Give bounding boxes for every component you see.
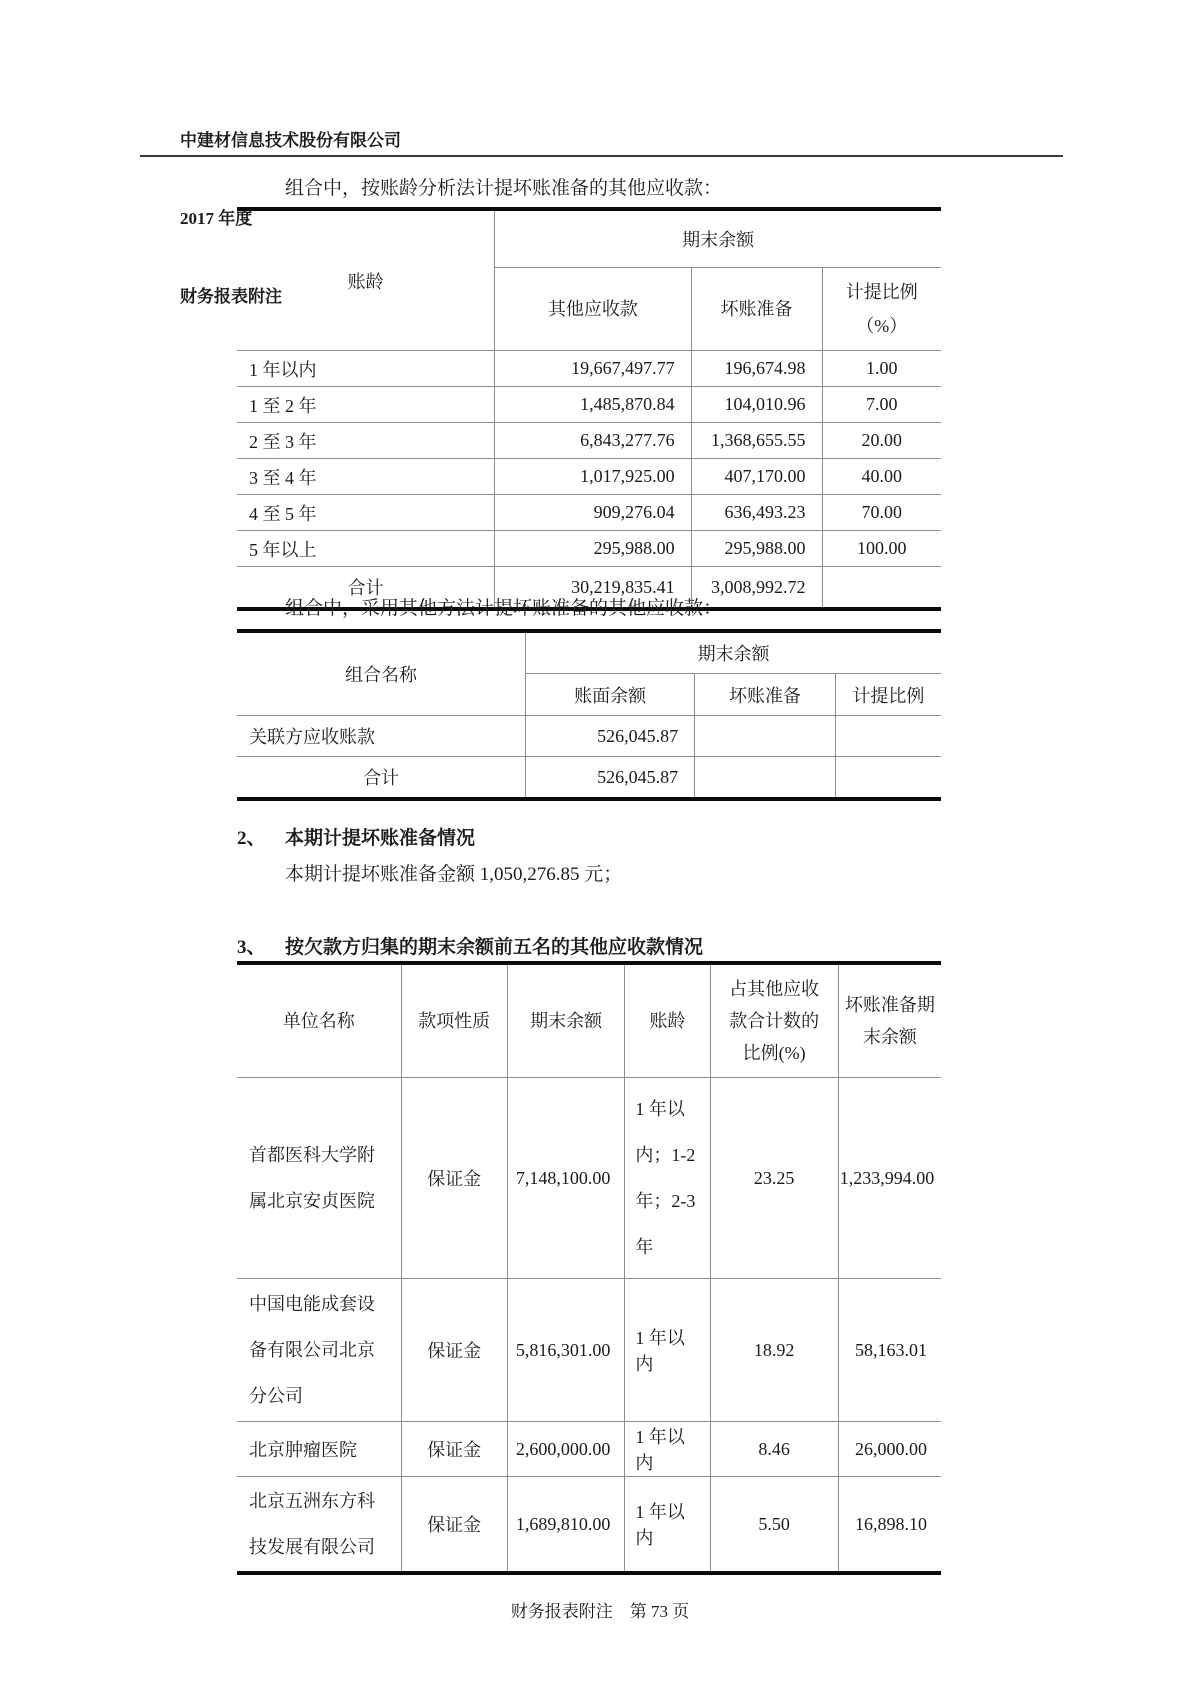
percentage-cell: 5.50 [710,1477,838,1574]
age-cell: 1 至 2 年 [237,387,495,423]
bad-debt-cell: 407,170.00 [691,459,822,495]
ratio-cell [835,716,941,757]
col-header-portfolio-name: 组合名称 [237,631,526,716]
bad-debt-cell: 196,674.98 [691,351,822,387]
col-header-percentage: 占其他应收款合计数的比例(%) [710,963,838,1078]
section2-heading: 本期计提坏账准备情况 [285,828,476,849]
ratio-cell: 40.00 [822,459,941,495]
receivable-cell: 6,843,277.76 [495,423,691,459]
bad-debt-cell: 58,163.01 [838,1279,941,1422]
book-balance-cell: 526,045.87 [526,716,695,757]
total-receivable-cell: 30,219,835.41 [495,567,691,610]
total-ratio-cell [822,567,941,610]
table-row [237,351,941,387]
other-method-table [237,629,941,801]
col-header-other-receivables: 其他应收款 [495,268,691,351]
table-row [237,1477,941,1574]
bad-debt-cell: 636,493.23 [691,495,822,531]
bad-debt-cell: 26,000.00 [838,1422,941,1477]
col-header-provision-ratio: 计提比例 [835,674,941,716]
nature-cell: 保证金 [401,1279,507,1422]
total-ratio-cell [835,757,941,800]
document-title: 财务报表附注 [180,287,282,306]
col-header-bad-debt-provision: 坏账准备 [695,674,836,716]
col-header-period-end-balance: 期末余额 [495,209,941,268]
bad-debt-cell: 16,898.10 [838,1477,941,1574]
age-cell: 3 至 4 年 [237,459,495,495]
col-header-unit-name: 单位名称 [237,963,401,1078]
ratio-cell: 70.00 [822,495,941,531]
table-header-row [237,631,941,674]
col-header-provision-ratio [822,268,941,351]
portfolio-name-cell: 关联方应收账款 [237,716,526,757]
receivable-cell: 909,276.04 [495,495,691,531]
ratio-cell: 1.00 [822,351,941,387]
table-row [237,423,941,459]
bad-debt-cell: 1,233,994.00 [838,1078,941,1279]
balance-cell: 7,148,100.00 [507,1078,625,1279]
receivable-cell: 1,017,925.00 [495,459,691,495]
table-row [237,1279,941,1422]
company-name: 中建材信息技术股份有限公司 [180,131,401,150]
page-footer: 财务报表附注 第 73 页 [510,1602,690,1621]
age-cell: 1 年以内 [625,1279,710,1422]
section3-number: 3、 [237,937,266,958]
other-method-table-caption: 组合中，采用其他方法计提坏账准备的其他应收款： [285,598,723,619]
age-cell: 1 年以内 [625,1477,710,1574]
total-bad-debt-cell [695,757,836,800]
table-row [237,1078,941,1279]
table-row [237,387,941,423]
provision-ratio-line1: 计提比例 [845,282,918,302]
balance-cell: 5,816,301.00 [507,1279,625,1422]
header-divider [140,155,1063,157]
table-row [237,531,941,567]
col-header-age: 账龄 [237,209,495,351]
table-header-row [237,963,941,1078]
section2-body: 本期计提坏账准备金额 1,050,276.85 元； [285,864,623,885]
section2-number: 2、 [237,828,266,849]
col-header-nature: 款项性质 [401,963,507,1078]
nature-cell: 保证金 [401,1477,507,1574]
bad-debt-cell: 295,988.00 [691,531,822,567]
total-book-balance-cell: 526,045.87 [526,757,695,800]
unit-name-cell: 首都医科大学附属北京安贞医院 [237,1078,401,1279]
aging-analysis-table [237,207,941,611]
age-cell: 1 年以内 [237,351,495,387]
ratio-cell: 20.00 [822,423,941,459]
age-cell: 2 至 3 年 [237,423,495,459]
ratio-cell: 100.00 [822,531,941,567]
table-row [237,459,941,495]
nature-cell: 保证金 [401,1422,507,1477]
total-label-cell: 合计 [237,567,495,610]
table-header-row [237,209,941,268]
col-header-period-end-balance: 期末余额 [507,963,625,1078]
table-row [237,716,941,757]
receivable-cell: 19,667,497.77 [495,351,691,387]
table-row [237,1422,941,1477]
table-total-row [237,757,941,800]
unit-name-cell: 中国电能成套设备有限公司北京分公司 [237,1279,401,1422]
age-cell: 4 至 5 年 [237,495,495,531]
total-bad-debt-cell: 3,008,992.72 [691,567,822,610]
age-cell: 1 年以内；1-2 年；2-3 年 [625,1078,710,1279]
age-cell: 5 年以上 [237,531,495,567]
aging-table-caption: 组合中，按账龄分析法计提坏账准备的其他应收款： [285,178,723,199]
age-cell: 1 年以内 [625,1422,710,1477]
report-year: 2017 年度 [180,209,253,228]
provision-ratio-line2: （%） [856,316,908,336]
ratio-cell: 7.00 [822,387,941,423]
percentage-cell: 18.92 [710,1279,838,1422]
nature-cell: 保证金 [401,1078,507,1279]
col-header-book-balance: 账面余额 [526,674,695,716]
col-header-bad-debt-balance: 坏账准备期末余额 [838,963,941,1078]
col-header-period-end-balance: 期末余额 [526,631,941,674]
bad-debt-cell [695,716,836,757]
balance-cell: 1,689,810.00 [507,1477,625,1574]
section3-heading: 按欠款方归集的期末余额前五名的其他应收款情况 [285,937,704,958]
bad-debt-cell: 104,010.96 [691,387,822,423]
receivable-cell: 1,485,870.84 [495,387,691,423]
total-label-cell: 合计 [237,757,526,800]
unit-name-cell: 北京肿瘤医院 [237,1422,401,1477]
table-row [237,495,941,531]
top5-debtors-table [237,961,941,1575]
receivable-cell: 295,988.00 [495,531,691,567]
unit-name-cell: 北京五洲东方科技发展有限公司 [237,1477,401,1574]
percentage-cell: 8.46 [710,1422,838,1477]
balance-cell: 2,600,000.00 [507,1422,625,1477]
col-header-age: 账龄 [625,963,710,1078]
bad-debt-cell: 1,368,655.55 [691,423,822,459]
percentage-cell: 23.25 [710,1078,838,1279]
col-header-bad-debt-provision: 坏账准备 [691,268,822,351]
